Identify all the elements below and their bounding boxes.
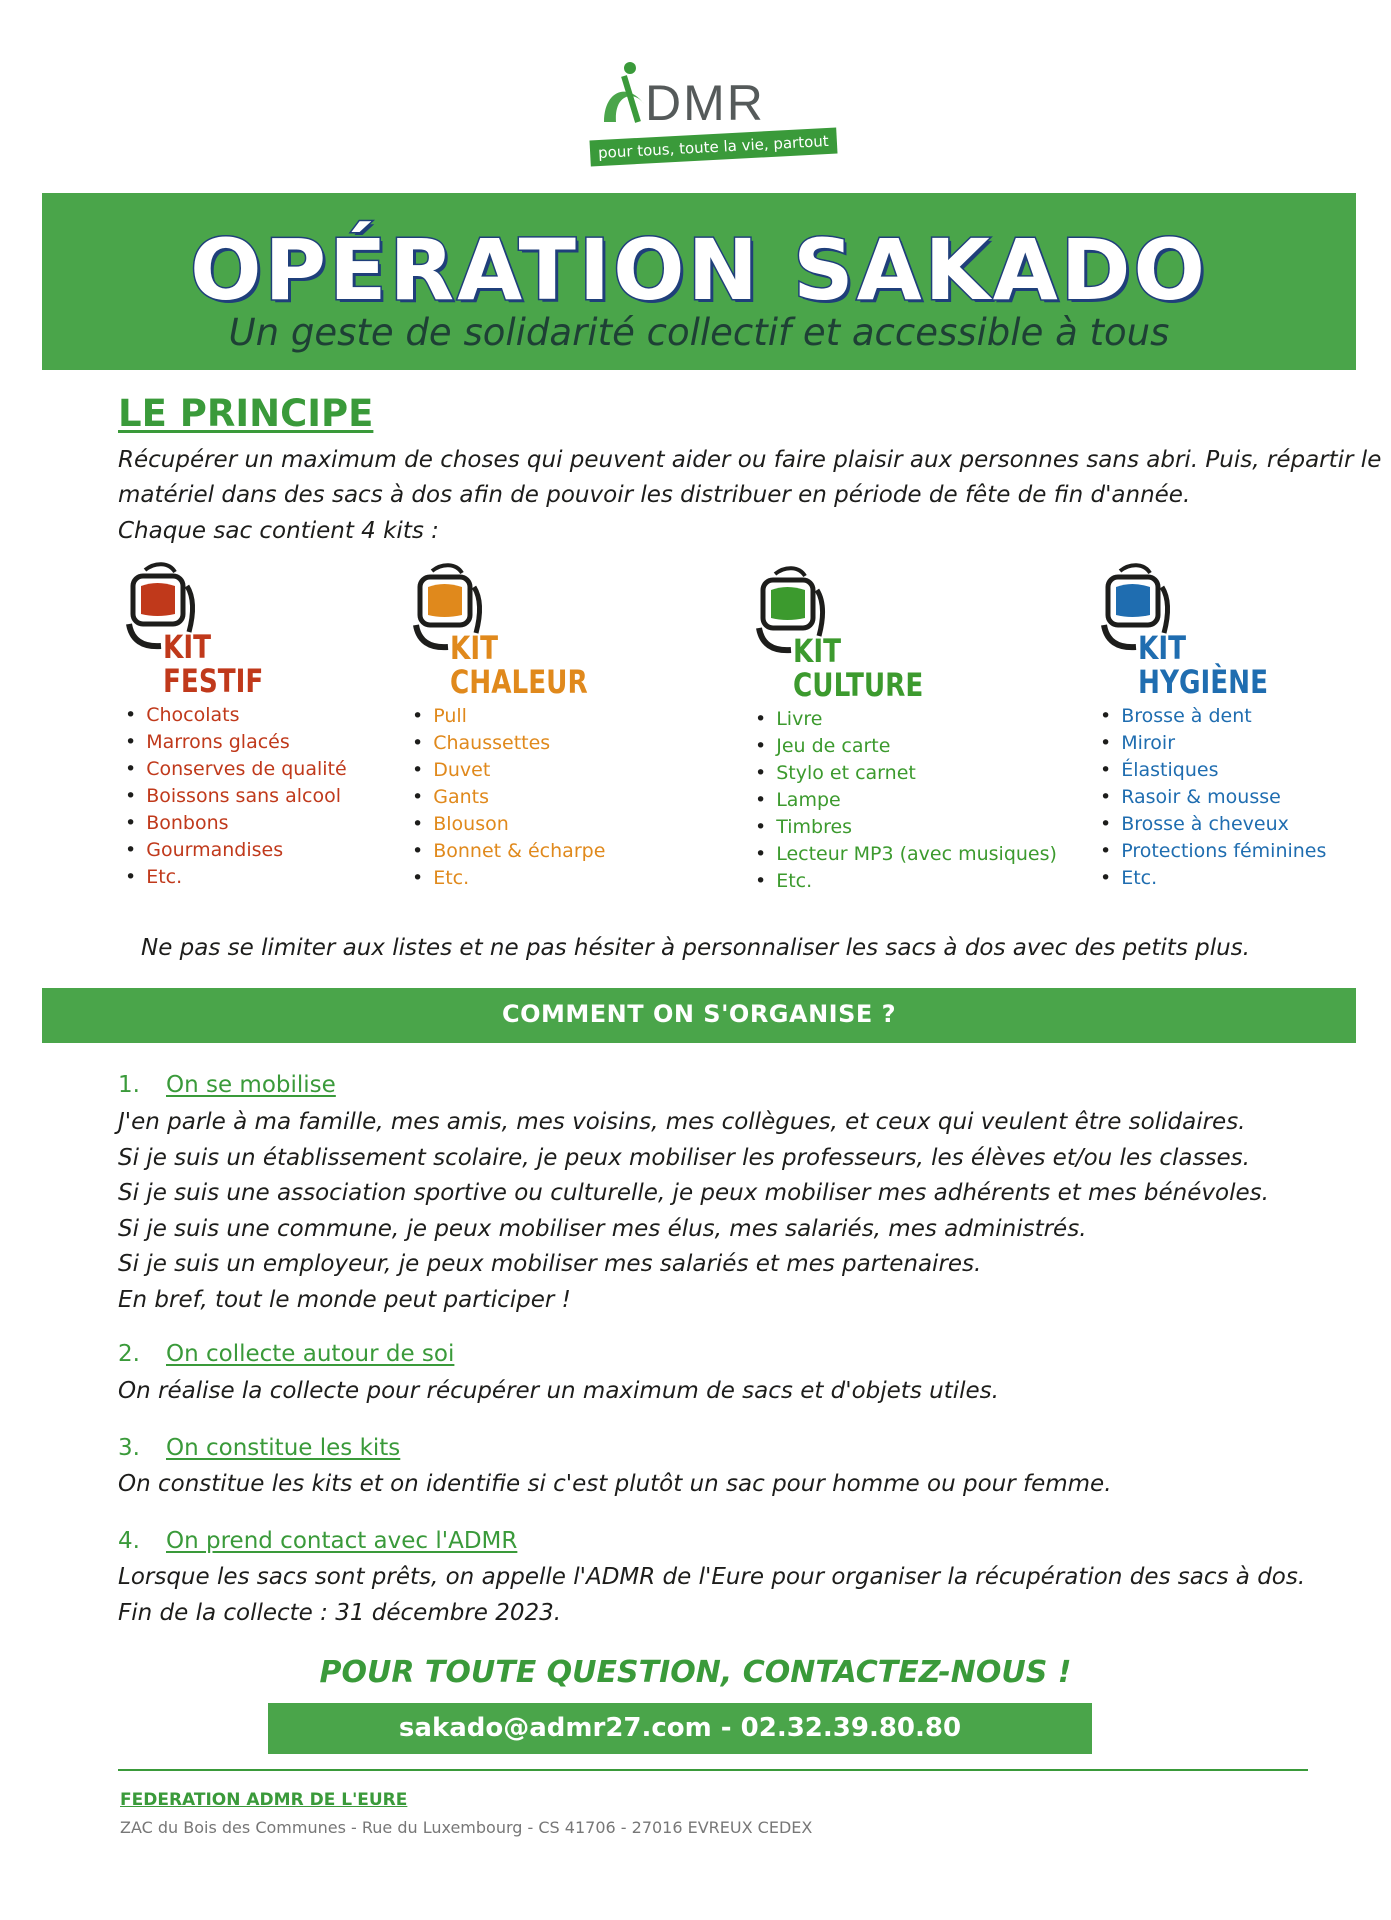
step-line: Fin de la collecte : 31 décembre 2023. — [118, 1599, 562, 1626]
step-label: On collecte autour de soi — [166, 1341, 455, 1367]
list-item: • Lampe — [755, 787, 1057, 814]
list-item: • Etc. — [412, 865, 605, 892]
step-4-text — [118, 1560, 1305, 1631]
step-line: En bref, tout le monde peut participer ! — [118, 1286, 571, 1313]
list-item: • Bonbons — [125, 810, 347, 837]
kit-title-line2: FESTIF — [163, 662, 264, 700]
list-item: • Gants — [412, 784, 605, 811]
kit-title-line1: KIT — [450, 629, 498, 667]
header-banner — [42, 193, 1356, 370]
kit-items-list — [412, 703, 605, 892]
footer-address: ZAC du Bois des Communes - Rue du Luxembourg - CS 41706 - 27016 EVREUX CEDEX — [120, 1818, 813, 1837]
kit-title — [163, 630, 263, 698]
contact-question: POUR TOUTE QUESTION, CONTACTEZ-NOUS ! — [319, 1655, 1072, 1690]
list-item: • Lecteur MP3 (avec musiques) — [755, 841, 1057, 868]
kit-title-line2: CHALEUR — [450, 663, 588, 701]
admr-logo — [590, 60, 830, 170]
step-line: Lorsque les sacs sont prêts, on appelle l'ADMR de l'Eure pour organiser la récupération des sacs à dos. — [118, 1564, 1306, 1590]
list-item: • Brosse à dent — [1100, 703, 1326, 730]
page-subtitle: Un geste de solidarité collectif et accessible à tous — [228, 311, 1170, 354]
page-title: OPÉRATION SAKADO — [190, 221, 1208, 319]
kit-title-line1: KIT — [163, 628, 211, 666]
step-line: Si je suis une commune, je peux mobiliser mes élus, mes salariés, mes administrés. — [118, 1215, 1087, 1242]
step-line: Si je suis un établissement scolaire, je peux mobiliser les professeurs, les élèves et/ou les classes. — [118, 1144, 1250, 1171]
step-3-text — [118, 1467, 1112, 1503]
footer-org: FEDERATION ADMR DE L'EURE — [120, 1790, 408, 1810]
step-number: 2. — [118, 1341, 140, 1367]
list-item: • Élastiques — [1100, 757, 1326, 784]
logo-wordmark: DMR — [645, 75, 765, 131]
list-item: • Bonnet & écharpe — [412, 838, 605, 865]
step-line: J'en parle à ma famille, mes amis, mes voisins, mes collègues, et ceux qui veulent être solidaires. — [118, 1109, 1246, 1135]
list-item: • Etc. — [755, 868, 1057, 895]
contact-details[interactable]: sakado@admr27.com - 02.32.39.80.80 — [398, 1713, 962, 1743]
kit-title-line1: KIT — [793, 632, 841, 670]
principe-line-3: Chaque sac contient 4 kits : — [118, 518, 439, 544]
step-label: On se mobilise — [166, 1072, 336, 1098]
principe-heading: LE PRINCIPE — [118, 392, 374, 435]
kit-title — [793, 634, 923, 702]
kit-title-line1: KIT — [1138, 629, 1186, 667]
list-item: • Pull — [412, 703, 605, 730]
kit-title-line2: HYGIÈNE — [1138, 663, 1269, 701]
step-label: On prend contact avec l'ADMR — [166, 1528, 518, 1554]
organise-banner — [42, 988, 1356, 1043]
list-item: • Duvet — [412, 757, 605, 784]
list-item: • Timbres — [755, 814, 1057, 841]
list-item: • Miroir — [1100, 730, 1326, 757]
list-item: • Etc. — [125, 864, 347, 891]
step-number: 1. — [118, 1072, 140, 1098]
step-number: 3. — [118, 1435, 140, 1461]
list-item: • Chocolats — [125, 702, 347, 729]
organise-heading: COMMENT ON S'ORGANISE ? — [501, 1000, 897, 1028]
list-item: • Boissons sans alcool — [125, 783, 347, 810]
kit-items-list — [755, 706, 1057, 895]
step-2-heading — [118, 1341, 454, 1367]
step-line: Si je suis une association sportive ou culturelle, je peux mobiliser mes adhérents et mes bénévoles. — [118, 1180, 1269, 1206]
list-item: • Brosse à cheveux — [1100, 811, 1326, 838]
kit-title — [450, 631, 588, 699]
list-item: • Gourmandises — [125, 837, 347, 864]
footer-divider — [118, 1769, 1308, 1771]
list-item: • Etc. — [1100, 865, 1326, 892]
list-item: • Chaussettes — [412, 730, 605, 757]
step-label: On constitue les kits — [166, 1435, 401, 1461]
step-number: 4. — [118, 1528, 140, 1554]
list-item: • Rasoir & mousse — [1100, 784, 1326, 811]
kits-note: Ne pas se limiter aux listes et ne pas hésiter à personnaliser les sacs à dos avec des petits plus. — [141, 935, 1250, 961]
list-item: • Blouson — [412, 811, 605, 838]
list-item: • Stylo et carnet — [755, 760, 1057, 787]
principe-line-2: matériel dans des sacs à dos afin de pouvoir les distribuer en période de fête de fin d'année. — [118, 482, 1191, 508]
step-2-text — [118, 1374, 999, 1410]
list-item: • Jeu de carte — [755, 733, 1057, 760]
step-1-text — [118, 1105, 1269, 1318]
step-line: On constitue les kits et on identifie si c'est plutôt un sac pour homme ou pour femme. — [118, 1471, 1112, 1497]
logo-tagline: pour tous, toute la vie, partout — [589, 128, 837, 167]
kit-items-list — [125, 702, 347, 891]
list-item: • Marrons glacés — [125, 729, 347, 756]
kit-title — [1138, 631, 1268, 699]
principe-line-1: Récupérer un maximum de choses qui peuvent aider ou faire plaisir aux personnes sans abri. Puis, répartir le — [118, 447, 1382, 473]
step-3-heading — [118, 1435, 400, 1461]
list-item: • Protections féminines — [1100, 838, 1326, 865]
list-item: • Livre — [755, 706, 1057, 733]
list-item: • Conserves de qualité — [125, 756, 347, 783]
step-line: Si je suis un employeur, je peux mobiliser mes salariés et mes partenaires. — [118, 1251, 982, 1277]
kit-title-line2: CULTURE — [793, 666, 924, 704]
kit-items-list — [1100, 703, 1326, 892]
contact-banner — [268, 1703, 1092, 1754]
step-line: On réalise la collecte pour récupérer un maximum de sacs et d'objets utiles. — [118, 1378, 999, 1404]
step-1-heading — [118, 1072, 336, 1098]
step-4-heading — [118, 1528, 517, 1554]
